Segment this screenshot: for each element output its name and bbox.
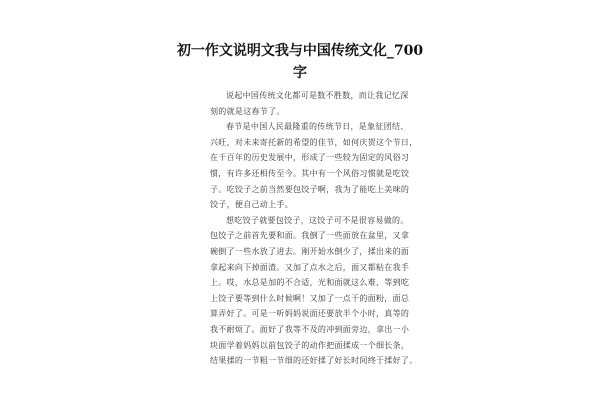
body-text-line: 上饺子要等到什么时候啊！又加了一点干的面粉，面总 — [210, 293, 410, 303]
body-text-line: 子。吃饺子之前当然要包饺子啊，我为了能吃上美味的 — [210, 184, 410, 194]
body-text-line: 我不耐烦了。面好了我等不及的冲到面旁边，拿出一小 — [210, 324, 410, 334]
document-body — [210, 88, 418, 369]
body-text-line: 块面学着妈妈以前包饺子的动作把面揉成一个细长条， — [210, 340, 410, 350]
body-text-line: 兴旺，对未来寄托新的希望的佳节，如何庆贺这个节日， — [210, 137, 418, 147]
body-text-line: 春节是中国人民最隆重的传统节日，是象征团结、 — [226, 122, 409, 132]
body-text-line: 说起中国传统文化都可是数不胜数，而让我记忆深 — [226, 91, 409, 100]
body-text-line: 包饺子之前首先要和面。我倒了一些面放在盆里，又拿 — [210, 231, 410, 241]
body-text-line: 在千百年的历史发展中，形成了一些较为固定的风俗习 — [210, 153, 410, 163]
document-title-continued: 字 — [293, 65, 307, 81]
body-text-line: 拿起来向下掉面渣。又加了点水之后，面又都粘在我手 — [210, 262, 410, 272]
body-text-line: 碗倒了一些水放了进去。刚开始水倒少了，揉出来的面 — [210, 246, 410, 256]
body-text-line: 算弄好了。可是一听妈妈说面还要放半个小时，真等的 — [210, 309, 410, 319]
document-title: 初一作文说明文我与中国传统文化_700 — [176, 43, 424, 59]
body-text-line: 饺子，便自己动上手。 — [210, 200, 293, 210]
body-text-line: 想吃饺子就要包饺子，这饺子可不是很容易做的。 — [226, 215, 409, 225]
body-text-line: 结果揉的一节粗一节细的还好揉了好长时间终于揉好了。 — [210, 356, 418, 366]
body-text-line: 上。哎，水总是加的不合适，光和面就这么难，等到吃 — [210, 278, 410, 288]
body-text-line: 惯，有许多还相传至今。其中有一个风俗习惯就是吃饺 — [210, 168, 410, 178]
body-text-line: 刻的就是这春节了。 — [210, 106, 285, 116]
